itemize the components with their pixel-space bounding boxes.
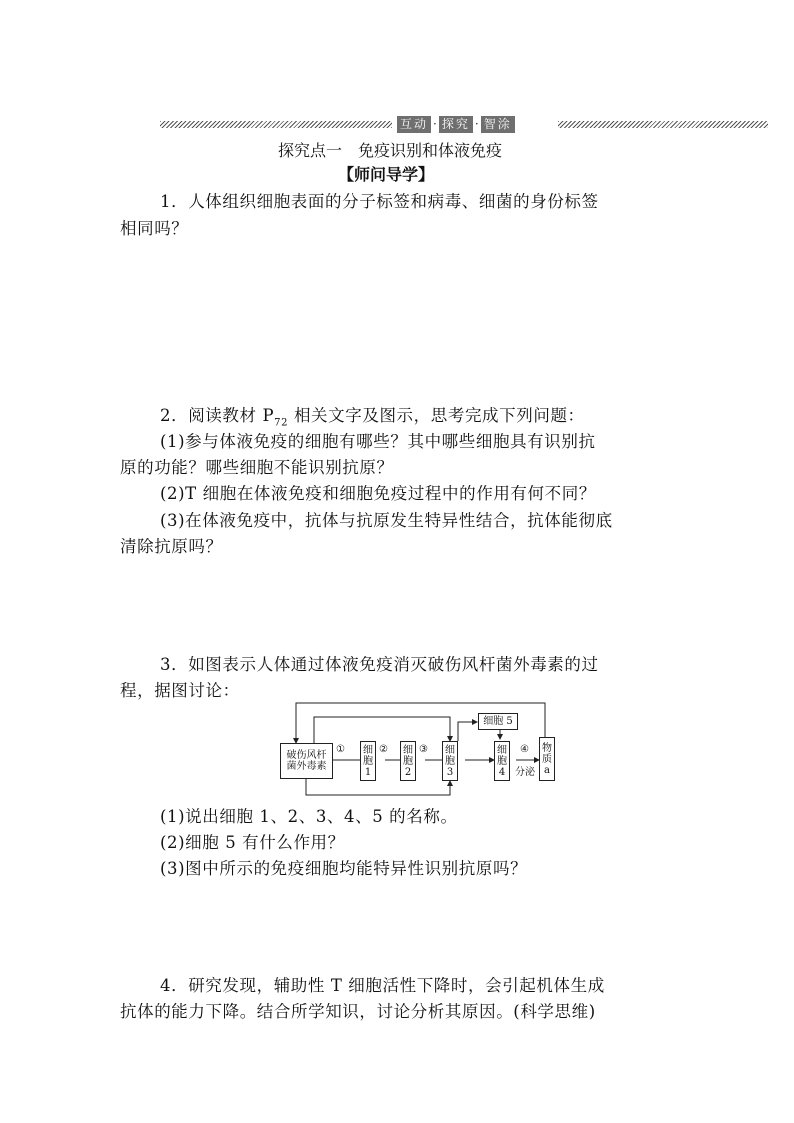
substance-char: a <box>544 764 550 776</box>
cell-4-char: 胞 <box>497 755 507 767</box>
antigen-label-1: 破伤风杆 <box>286 750 327 761</box>
antigen-box <box>280 743 333 779</box>
q3-p3: (3)图中所示的免疫细胞均能特异性识别抗原吗？ <box>160 859 528 878</box>
cell-2-box <box>400 741 416 781</box>
step-1-label: ① <box>336 744 345 755</box>
banner-hatch-left <box>160 121 392 128</box>
cell-3-char: 3 <box>446 766 454 778</box>
q1-line2: 相同吗？ <box>120 219 189 238</box>
cell-3-char: 细 <box>445 744 455 756</box>
cell-2-char: 细 <box>403 744 413 756</box>
step-2-label: ② <box>379 744 388 755</box>
banner-tag: 互动 <box>397 116 431 133</box>
q3-p2: (2)细胞 5 有什么作用？ <box>160 833 345 852</box>
secrete-label: 分泌 <box>515 767 535 778</box>
cell-2-char: 2 <box>404 766 412 778</box>
section-title: 探究点一 免疫识别和体液免疫 <box>278 141 503 160</box>
q2-p2: (2)T 细胞在体液免疫和细胞免疫过程中的作用有何不同？ <box>160 484 596 503</box>
substance-char: 质 <box>542 753 552 765</box>
q2-intro <box>160 402 585 428</box>
cell-4-char: 细 <box>497 744 507 756</box>
cell-1-box <box>360 741 376 781</box>
cell-2-char: 胞 <box>403 755 413 767</box>
cell-1-char: 1 <box>364 766 372 778</box>
section-banner <box>160 115 768 133</box>
banner-separator: · <box>433 117 437 131</box>
antigen-label-2: 菌外毒素 <box>286 761 327 772</box>
q2-intro-sub: 72 <box>274 417 289 429</box>
cell-3-char: 胞 <box>445 755 455 767</box>
cell-4-box <box>494 741 510 781</box>
banner-tags <box>397 115 515 133</box>
q3-line1: 3．如图表示人体通过体液免疫消灭破伤风杆菌外毒素的过 <box>160 655 599 674</box>
banner-separator: · <box>474 117 479 131</box>
section-subtitle: 【师问导学】 <box>338 165 435 184</box>
q2-p3-line2: 清除抗原吗？ <box>120 537 223 556</box>
banner-tag: 智涂 <box>481 116 515 133</box>
substance-a-box <box>539 737 555 781</box>
substance-char: 物 <box>542 742 552 754</box>
q2-p3-line1: (3)在体液免疫中，抗体与抗原发生特异性结合，抗体能彻底 <box>160 511 613 530</box>
q2-intro-pre: 2．阅读教材 P <box>160 406 275 425</box>
q3-line2: 程，据图讨论： <box>120 681 240 700</box>
cell-1-char: 细 <box>363 744 373 756</box>
humoral-immunity-diagram <box>278 701 568 799</box>
q4-line1: 4．研究发现，辅助性 T 细胞活性下降时，会引起机体生成 <box>160 976 605 995</box>
q2-intro-post: 相关文字及图示，思考完成下列问题： <box>288 406 585 425</box>
cell-1-char: 胞 <box>363 755 373 767</box>
cell-5-box: 细胞 5 <box>478 713 518 730</box>
step-3-label: ③ <box>419 744 428 755</box>
q2-p1-line2: 原的功能？哪些细胞不能识别抗原？ <box>120 458 394 477</box>
q4-line2: 抗体的能力下降。结合所学知识，讨论分析其原因。(科学思维) <box>120 1002 596 1021</box>
cell-3-box <box>442 741 458 781</box>
q3-p1: (1)说出细胞 1、2、3、4、5 的名称。 <box>160 807 458 826</box>
q1-line1: 1．人体组织细胞表面的分子标签和病毒、细菌的身份标签 <box>160 192 599 211</box>
banner-tag: 探究 <box>439 116 473 133</box>
step-4-label: ④ <box>520 744 529 755</box>
banner-hatch-right <box>558 121 768 128</box>
cell-4-char: 4 <box>498 766 506 778</box>
q2-p1-line1: (1)参与体液免疫的细胞有哪些？其中哪些细胞具有识别抗 <box>160 432 596 451</box>
